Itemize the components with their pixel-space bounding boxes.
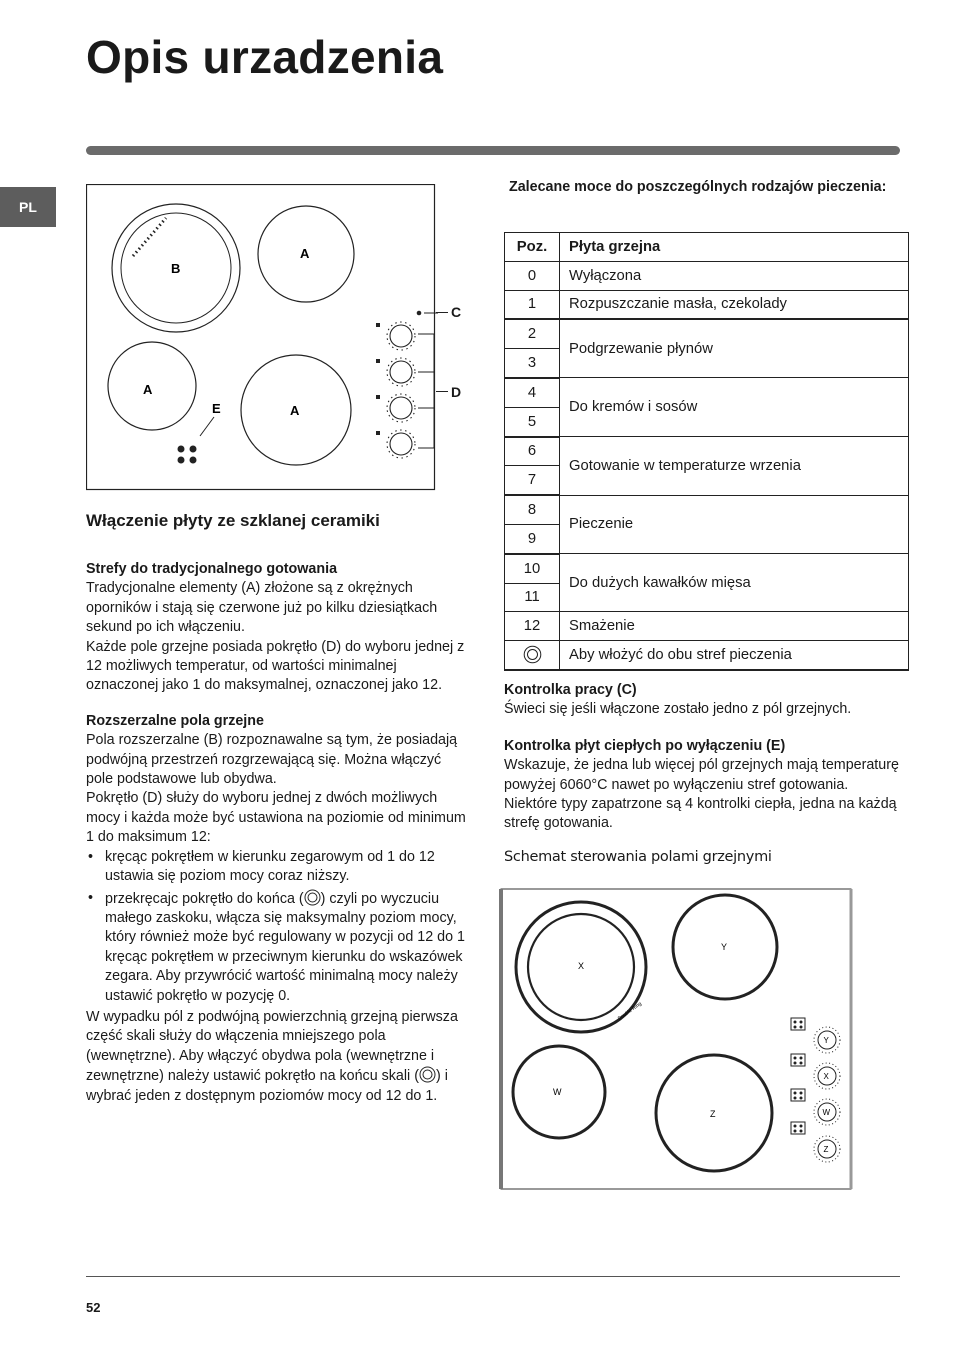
table-row: 0 Wyłączona xyxy=(505,261,909,290)
subsection-expandable-title: Rozszerzalne pola grzejne xyxy=(86,712,264,729)
header-divider xyxy=(86,146,900,155)
knob-instructions-list xyxy=(86,848,466,1006)
pilot-light-title: Kontrolka pracy (C) xyxy=(504,682,637,698)
table-row: 8 Pieczenie xyxy=(505,495,909,524)
table-row: Aby włożyć do obu stref pieczenia xyxy=(505,641,909,670)
zone-a-center-label: A xyxy=(290,403,300,418)
indicator-e-label: E xyxy=(212,401,221,416)
zone-w-label: W xyxy=(553,1087,562,1097)
knob-z-label: Z xyxy=(823,1145,829,1154)
traditional-paragraph-1: Tradycjonalne elementy (A) złożone są z okrężnych oporników i stają się czerwone już po kilku dziesiątkach sekund po ich włączeniu. xyxy=(86,580,438,636)
residual-heat-text: Wskazuje, że jedna lub więcej pól grzejnych mają temperaturę powyżej 6060°C nawet po wyłączeniu stref gotowania. Niektóre typy zapatrzone są 4 kontrolki ciepła, jedna na każdą strefę gotowania. xyxy=(504,757,899,832)
residual-heat-title: Kontrolka płyt ciepłych po wyłączeniu (E) xyxy=(504,737,786,754)
zone-y-label: Y xyxy=(721,942,728,952)
language-tab: PL xyxy=(0,187,56,227)
table-title: Zalecane moce do poszczególnych rodzajów pieczenia: xyxy=(509,179,887,195)
table-row: 6 Gotowanie w temperaturze wrzenia xyxy=(505,437,909,466)
hob-diagram xyxy=(86,184,438,494)
double-ring-icon xyxy=(419,1066,436,1083)
pilot-light-text: Świeci się jeśli włączone zostało jedno z pól grzejnych. xyxy=(504,701,852,718)
table-header-pos: Poz. xyxy=(505,233,560,262)
knob-y-label: Y xyxy=(823,1036,829,1045)
traditional-paragraph-2: Każde pole grzejne posiada pokrętło (D) do wyboru jednej z 12 możliwych temperatur, od wartości minimalnej oznaczonej jako 1 do maksymalnej, oznaczonej jako 12. xyxy=(86,638,465,694)
zone-x-label: X xyxy=(578,961,585,971)
schema-title: Schemat sterowania polami grzejnymi xyxy=(504,849,772,865)
expandable-paragraph-1: Pola rozszerzalne (B) rozpoznawalne są tym, że posiadają podwójną przestrzeń rozgrzewającą się. Można włączyć pole podstawowe lub obydwa. xyxy=(86,732,458,788)
pilot-light-c-label: C xyxy=(451,304,462,320)
double-ring-icon xyxy=(304,889,321,906)
control-schematic-diagram xyxy=(499,887,855,1193)
zone-a-top-label: A xyxy=(300,246,310,261)
table-row: 3 xyxy=(505,349,909,378)
power-settings-table xyxy=(504,232,909,671)
table-row: 9 xyxy=(505,524,909,553)
zone-a-left-label: A xyxy=(143,382,153,397)
page-number: 52 xyxy=(86,1300,101,1315)
list-item: • kręcąc pokrętłem w kierunku zegarowym od 1 do 12 ustawia się poziom mocy coraz niższy. xyxy=(86,848,466,887)
table-row: 2 Podgrzewanie płynów xyxy=(505,319,909,348)
table-row: 12 Smażenie xyxy=(505,612,909,641)
right-column xyxy=(504,681,904,834)
section-heading: Włączenie płyty ze szklanej ceramiki xyxy=(86,511,380,530)
knob-w-label: W xyxy=(822,1108,831,1117)
zone-z-label: Z xyxy=(710,1109,716,1119)
table-header-row xyxy=(505,233,909,262)
table-header-plate: Płyta grzejna xyxy=(560,233,909,262)
pilot-light-c xyxy=(417,311,422,316)
knob-x-label: X xyxy=(823,1072,829,1081)
subsection-traditional-title: Strefy do tradycjonalnego gotowania xyxy=(86,561,338,577)
brand-label: Double Ring xyxy=(616,1001,643,1022)
table-row: 7 xyxy=(505,466,909,495)
page-title: Opis urzadzenia xyxy=(86,31,444,83)
footer-divider xyxy=(86,1276,900,1277)
left-column xyxy=(86,510,466,1106)
dual-zone-paragraph: W wypadku pól z podwójną powierzchnią grzejną pierwsza część skali służy do włączenia mniejszego pola (wewnętrzne). Aby włączyć obydwa pola (wewnętrzne i zewnętrzne) należy ustawić pokrętło na końcu skali ( ) i wybrać jeden z dostępnym poziomów mocy od 12 do 1. xyxy=(86,1008,458,1104)
table-row: 10 Do dużych kawałków mięsa xyxy=(505,554,909,583)
list-item: • przekręcajc pokrętło do końca ( ) czyli po wyczuciu małego zaskoku, włącza się maksymalny poziom mocy, który również może być regulowany w pozycji od 12 do 1 kręcąc pokrętłem w przeciwnym kierunku do wskazówek zegara. Aby przywrócić wartość minimalną mocy należy ustawić pokrętło w pozycję 0. xyxy=(86,889,466,1006)
table-row: 11 xyxy=(505,583,909,612)
table-row: 5 xyxy=(505,407,909,436)
table-row: 1 Rozpuszczanie masła, czekolady xyxy=(505,290,909,319)
zone-b-label: B xyxy=(171,261,181,276)
knobs-d-label: D xyxy=(451,384,462,400)
expandable-paragraph-2: Pokrętło (D) służy do wyboru jednej z dwóch możliwych mocy i każda może być ustawiona na poziomie od minimum 1 do maksimum 12: xyxy=(86,790,466,846)
double-ring-icon xyxy=(523,645,542,664)
table-row: 4 Do kremów i sosów xyxy=(505,378,909,407)
